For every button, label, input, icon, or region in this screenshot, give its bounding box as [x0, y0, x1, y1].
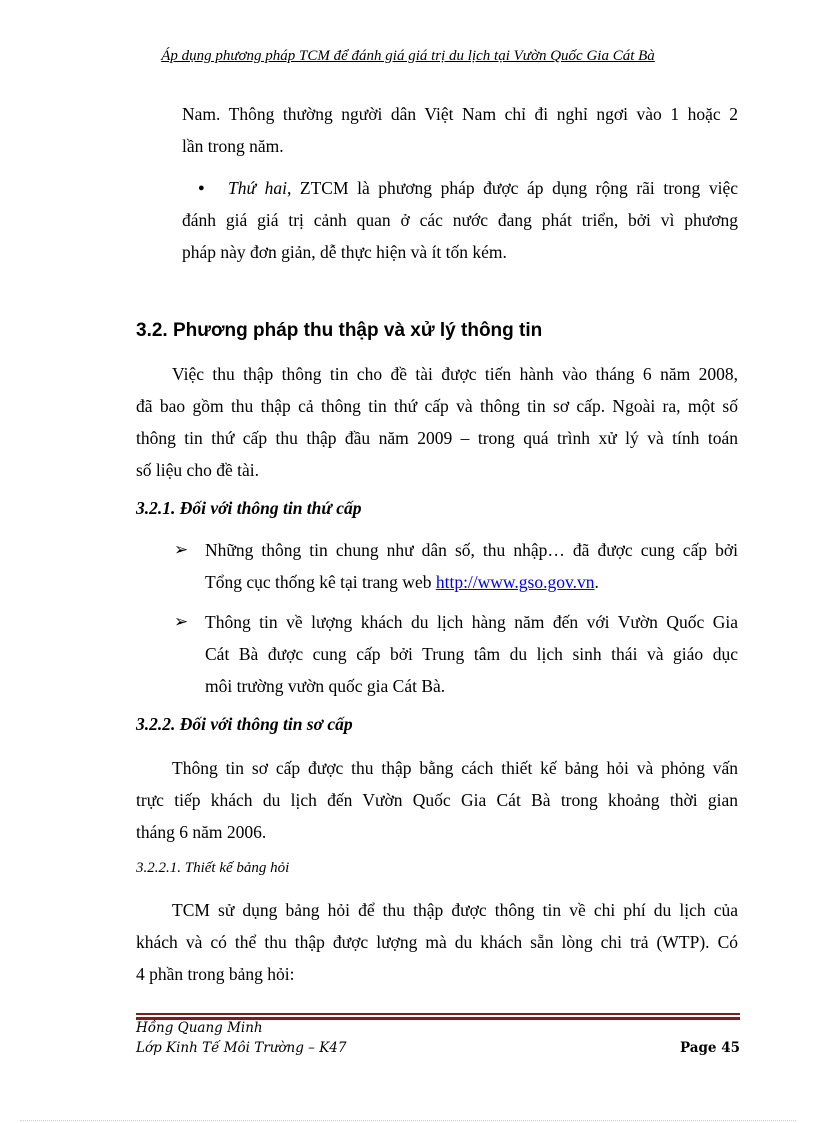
- paragraph-line: Nam. Thông thường người dân Việt Nam chỉ đi nghỉ ngơi vào 1 hoặc 2: [182, 104, 738, 124]
- list-item-text: .: [594, 572, 599, 592]
- bullet-text-line: [228, 172, 738, 204]
- page-edge-divider: [20, 1120, 796, 1121]
- paragraph-line: lần trong năm.: [182, 136, 284, 156]
- paragraph-line: số liệu cho đề tài.: [136, 460, 259, 480]
- section-heading-3-2-2: 3.2.2. Đối với thông tin sơ cấp: [136, 714, 353, 734]
- section-heading-3-2: 3.2. Phương pháp thu thập và xử lý thông tin: [136, 320, 543, 341]
- footer-class: Lớp Kinh Tế Môi Trường – K47: [136, 1040, 347, 1056]
- arrow-bullet-icon: ➢: [174, 612, 189, 631]
- paragraph-line: Việc thu thập thông tin cho đề tài được tiến hành vào tháng 6 năm 2008,: [172, 364, 738, 384]
- paragraph-line: tháng 6 năm 2006.: [136, 822, 267, 842]
- section-heading-3-2-1: 3.2.1. Đối với thông tin thứ cấp: [136, 498, 362, 518]
- paragraph-line: TCM sử dụng bảng hỏi để thu thập được thông tin về chi phí du lịch của: [172, 900, 738, 920]
- paragraph-line: Thông tin sơ cấp được thu thập bằng cách thiết kế bảng hỏi và phỏng vấn: [172, 758, 738, 778]
- gso-website-link[interactable]: http://www.gso.gov.vn: [435, 572, 595, 592]
- list-item-line: Những thông tin chung như dân số, thu nhập… đã được cung cấp bởi: [205, 540, 738, 560]
- paragraph-line: 4 phần trong bảng hỏi:: [136, 964, 295, 984]
- section-heading-3-2-2-1: 3.2.2.1. Thiết kế bảng hỏi: [136, 860, 290, 876]
- running-header: Áp dụng phương pháp TCM để đánh giá giá trị du lịch tại Vườn Quốc Gia Cát Bà: [161, 48, 655, 64]
- arrow-bullet-icon: ➢: [174, 540, 189, 559]
- page-number: Page 45: [679, 1040, 740, 1056]
- bullet-icon: ●: [198, 182, 205, 194]
- paragraph-line: khách và có thể thu thập được lượng mà du khách sẵn lòng chi trả (WTP). Có: [136, 932, 738, 952]
- bullet-text-line: pháp này đơn giản, dễ thực hiện và ít tốn kém.: [182, 242, 507, 262]
- footer-divider: [136, 1013, 740, 1015]
- paragraph-line: trực tiếp khách du lịch đến Vườn Quốc Gia Cát Bà trong khoảng thời gian: [136, 790, 738, 810]
- list-item-line: môi trường vườn quốc gia Cát Bà.: [205, 676, 446, 696]
- bullet-text: , ZTCM là phương pháp được áp dụng rộng rãi trong việc: [286, 178, 738, 198]
- paragraph-line: thông tin thứ cấp thu thập đầu năm 2009 – trong quá trình xử lý và tính toán: [136, 428, 738, 448]
- bullet-text-line: đánh giá giá trị cảnh quan ở các nước đang phát triển, bởi vì phương: [182, 210, 738, 230]
- list-item-line: Thông tin về lượng khách du lịch hàng năm đến với Vườn Quốc Gia: [205, 612, 738, 632]
- list-item-line: Cát Bà được cung cấp bởi Trung tâm du lịch sinh thái và giáo dục: [205, 644, 738, 664]
- list-item-line: [205, 566, 599, 598]
- emphasis-text: Thứ hai: [228, 178, 287, 198]
- list-item-text: Tổng cục thống kê tại trang web: [205, 572, 436, 592]
- paragraph-line: đã bao gồm thu thập cả thông tin thứ cấp và thông tin sơ cấp. Ngoài ra, một số: [136, 396, 738, 416]
- footer-author: Hồng Quang Minh: [136, 1020, 263, 1036]
